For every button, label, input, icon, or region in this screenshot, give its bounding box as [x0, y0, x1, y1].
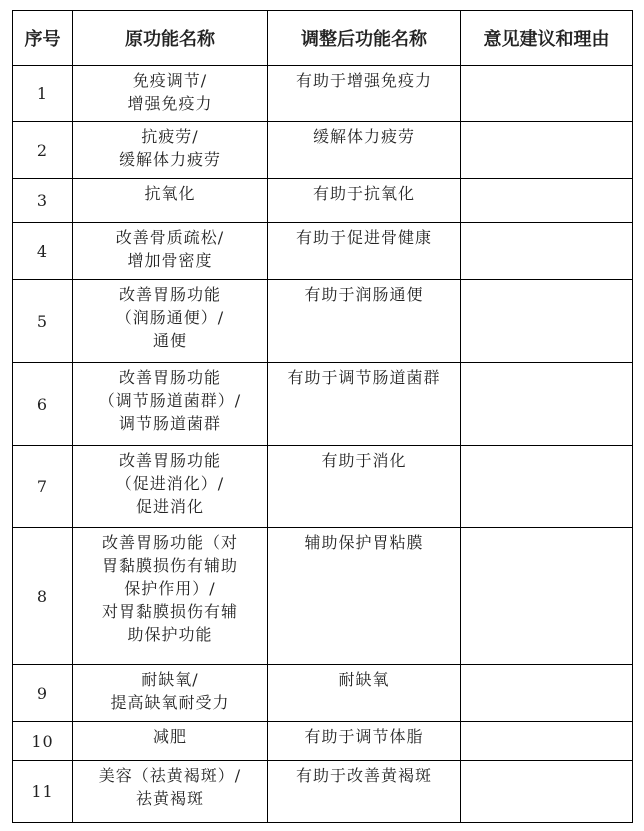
row-number: 4	[13, 223, 73, 280]
original-name-cell: 改善胃肠功能 （促进消化）/ 促进消化	[73, 446, 268, 528]
table-row	[13, 280, 633, 363]
comment-cell	[461, 179, 633, 223]
row-number: 7	[13, 446, 73, 528]
original-name-cell: 抗疲劳/ 缓解体力疲劳	[73, 122, 268, 179]
adjusted-name-cell: 有助于调节肠道菌群	[268, 363, 461, 446]
table-row	[13, 446, 633, 528]
adjusted-name-cell: 有助于改善黄褐斑	[268, 761, 461, 823]
table-row	[13, 179, 633, 223]
row-number: 1	[13, 66, 73, 122]
table-header-row	[13, 11, 633, 66]
adjusted-name-cell: 耐缺氧	[268, 665, 461, 722]
header-serial-number: 序号	[13, 11, 73, 66]
adjusted-name-cell: 有助于消化	[268, 446, 461, 528]
comment-cell	[461, 66, 633, 122]
comment-cell	[461, 761, 633, 823]
row-number: 9	[13, 665, 73, 722]
adjusted-name-cell: 辅助保护胃粘膜	[268, 528, 461, 665]
original-name-cell: 改善胃肠功能（对 胃黏膜损伤有辅助 保护作用）/ 对胃黏膜损伤有辅 助保护功能	[73, 528, 268, 665]
table-row	[13, 722, 633, 761]
table-row	[13, 528, 633, 665]
table-row	[13, 665, 633, 722]
adjusted-name-cell: 有助于调节体脂	[268, 722, 461, 761]
adjusted-name-cell: 缓解体力疲劳	[268, 122, 461, 179]
row-number: 5	[13, 280, 73, 363]
comment-cell	[461, 528, 633, 665]
table-row	[13, 223, 633, 280]
header-comments: 意见建议和理由	[461, 11, 633, 66]
original-name-cell: 抗氧化	[73, 179, 268, 223]
row-number: 3	[13, 179, 73, 223]
original-name-cell: 改善骨质疏松/ 增加骨密度	[73, 223, 268, 280]
table-row	[13, 761, 633, 823]
header-original-name: 原功能名称	[73, 11, 268, 66]
comment-cell	[461, 665, 633, 722]
original-name-cell: 改善胃肠功能 （润肠通便）/ 通便	[73, 280, 268, 363]
adjusted-name-cell: 有助于润肠通便	[268, 280, 461, 363]
row-number: 11	[13, 761, 73, 823]
comment-cell	[461, 446, 633, 528]
comment-cell	[461, 223, 633, 280]
row-number: 10	[13, 722, 73, 761]
function-name-table	[12, 10, 633, 823]
table-row	[13, 122, 633, 179]
adjusted-name-cell: 有助于促进骨健康	[268, 223, 461, 280]
original-name-cell: 免疫调节/ 增强免疫力	[73, 66, 268, 122]
original-name-cell: 改善胃肠功能 （调节肠道菌群）/ 调节肠道菌群	[73, 363, 268, 446]
comment-cell	[461, 122, 633, 179]
original-name-cell: 减肥	[73, 722, 268, 761]
comment-cell	[461, 363, 633, 446]
table-row	[13, 363, 633, 446]
original-name-cell: 耐缺氧/ 提高缺氧耐受力	[73, 665, 268, 722]
comment-cell	[461, 280, 633, 363]
row-number: 8	[13, 528, 73, 665]
adjusted-name-cell: 有助于抗氧化	[268, 179, 461, 223]
header-adjusted-name: 调整后功能名称	[268, 11, 461, 66]
original-name-cell: 美容（祛黄褐斑）/ 祛黄褐斑	[73, 761, 268, 823]
comment-cell	[461, 722, 633, 761]
row-number: 6	[13, 363, 73, 446]
adjusted-name-cell: 有助于增强免疫力	[268, 66, 461, 122]
row-number: 2	[13, 122, 73, 179]
table-row	[13, 66, 633, 122]
